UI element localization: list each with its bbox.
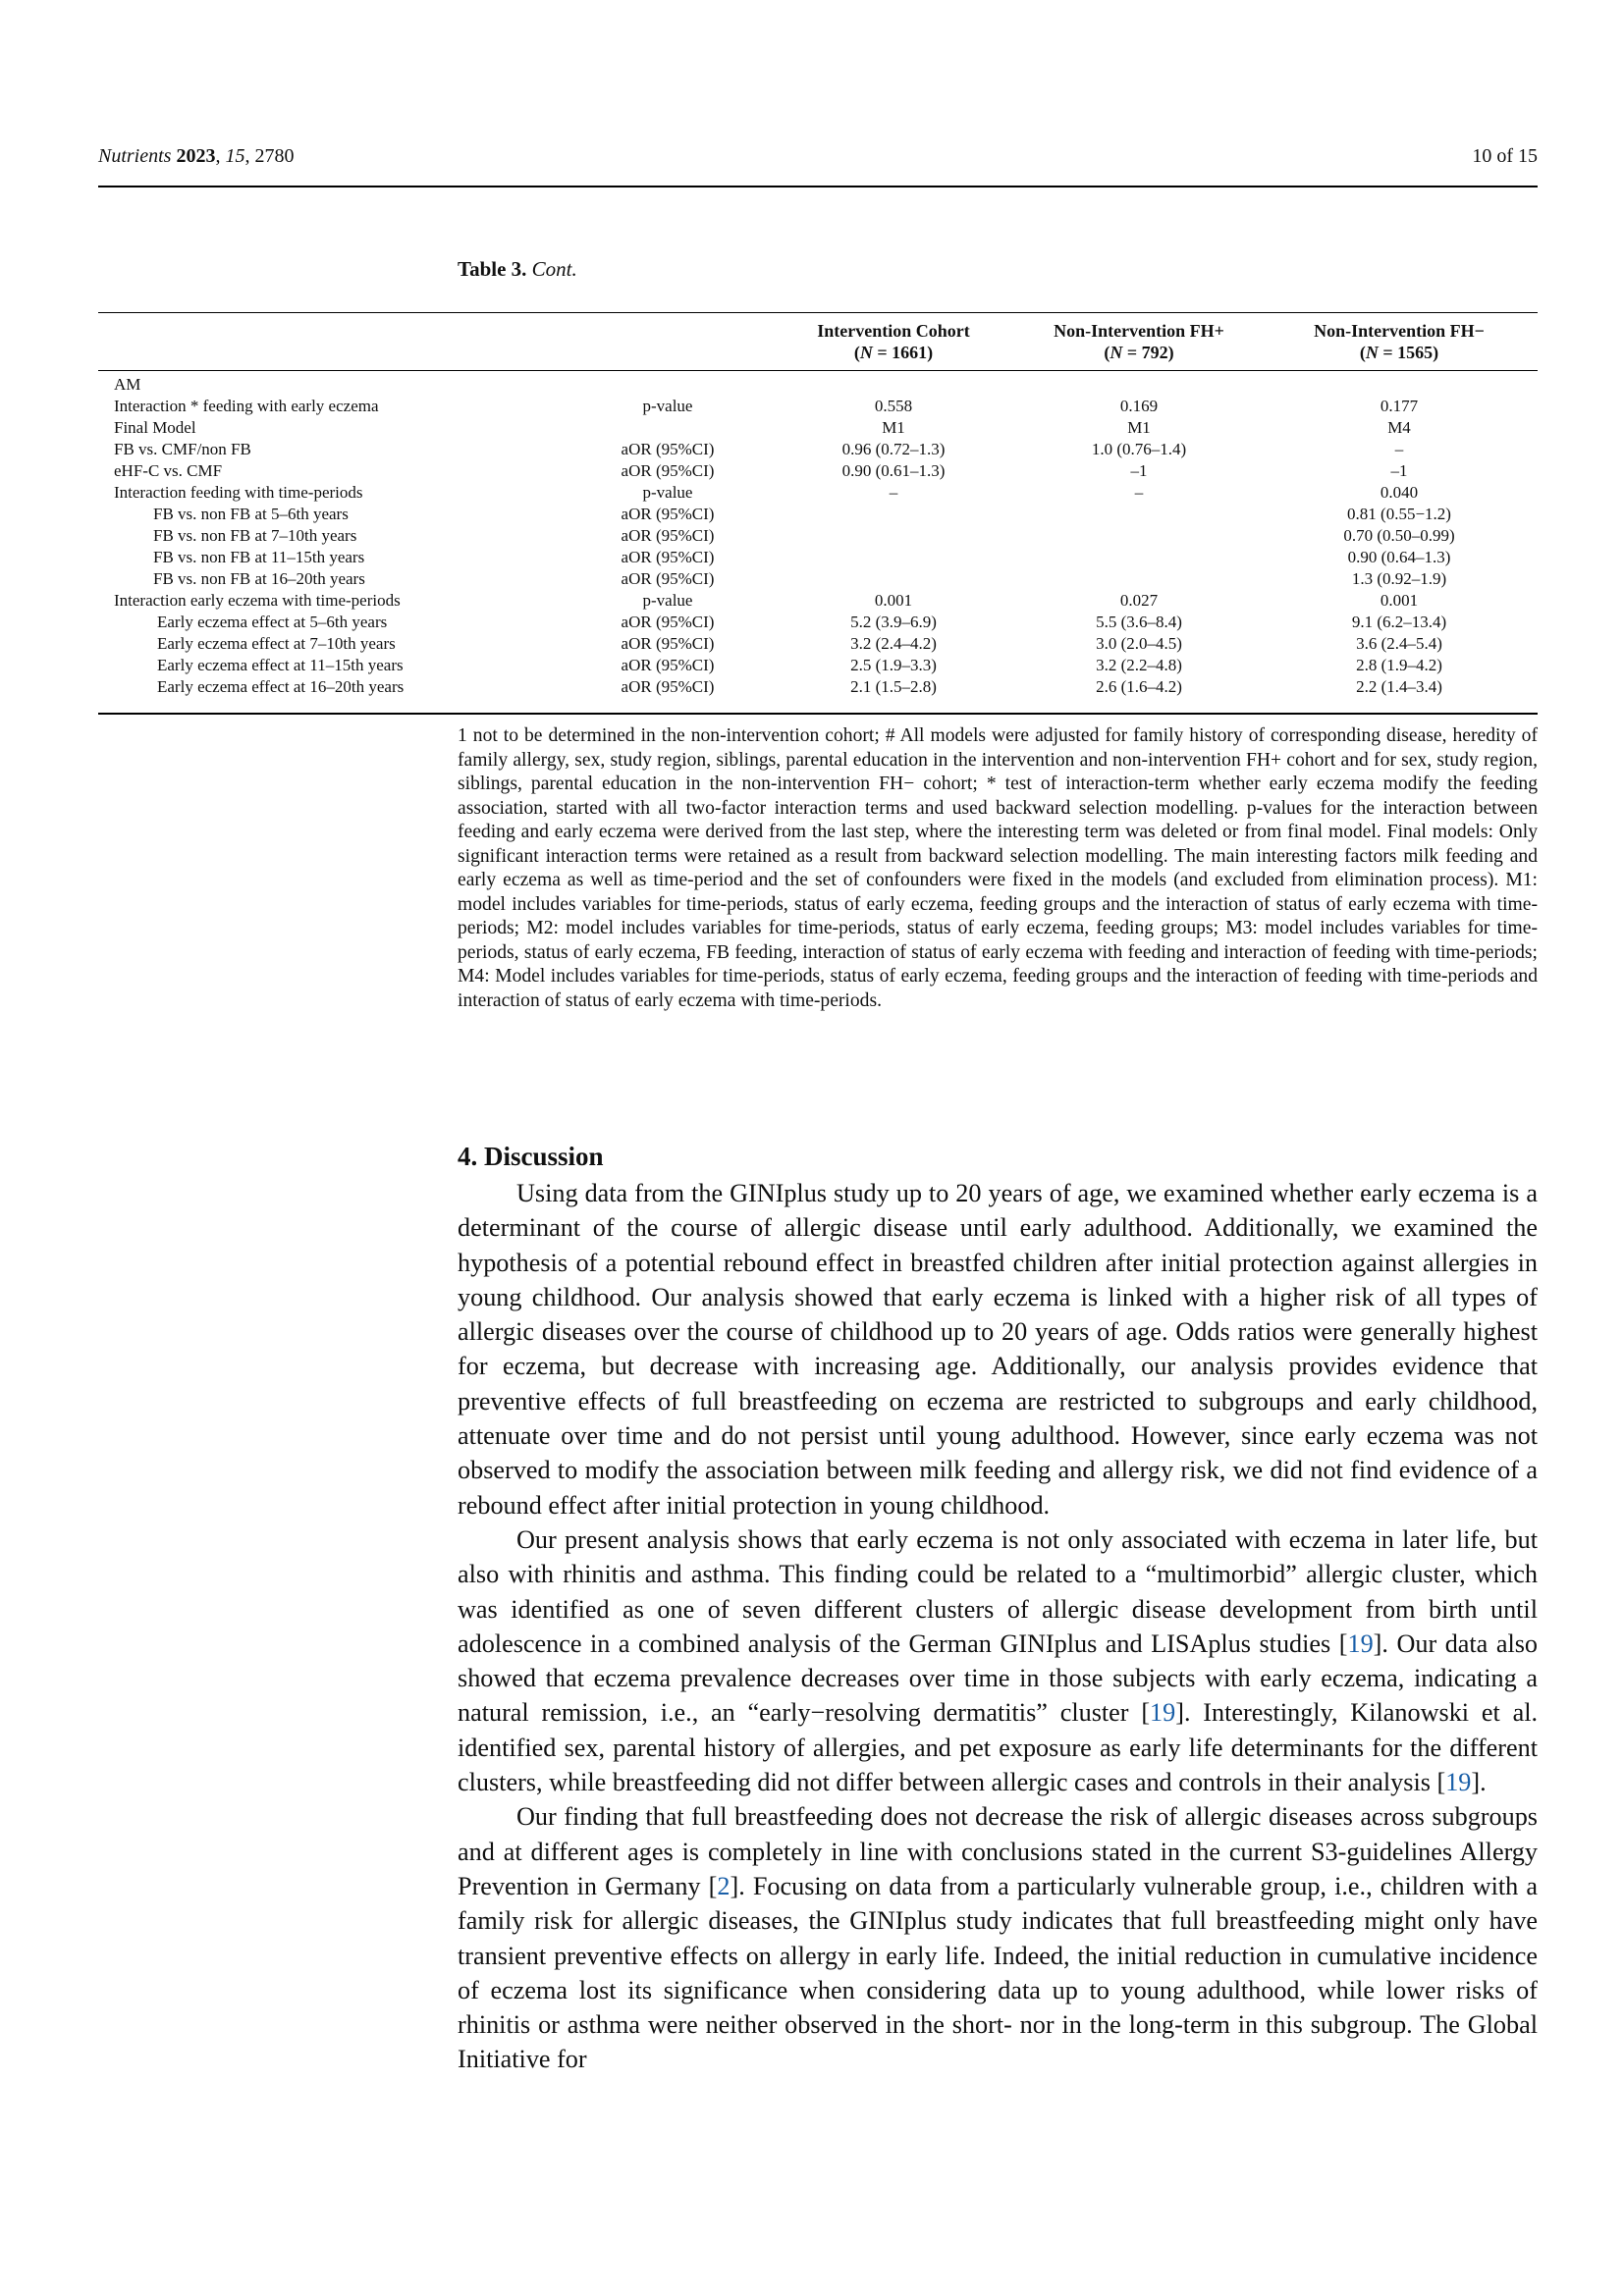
paragraph-3: Our finding that full breastfeeding does not decrease the risk of allergic diseases across subgroups and at different ages is completely in line with conclusions stated in the current S3-guidelines Allergy Prevention in Germany [2]. Focusing on data from a particularly vulnerable group, i.e., children with a family risk for allergic diseases, the GINIplus study indicates that full breastfeeding might only have transient preventive effects on allergy in early life. Indeed, the initial reduction in cumulative incidence of eczema lost its significance when considering data up to young adulthood, while lower risks of rhinitis or asthma were neither observed in the short- nor in the long-term in this subgroup. The Global Initiative for [458,1802,1538,2074]
value-intervention: 0.558 [874,397,913,415]
citation: Nutrients 2023, 15, 2780 [98,145,295,167]
value-intervention: 2.5 (1.9–3.3) [850,656,937,674]
value-fh-minus: 1.3 (0.92–1.9) [1351,569,1447,588]
row-label: FB vs. CMF/non FB [114,440,251,458]
value-fh-plus: M1 [1127,418,1151,437]
col-header-intervention: Intervention Cohort (N = 1661) [817,321,970,362]
value-fh-minus: 0.90 (0.64–1.3) [1347,548,1451,566]
stat-cell: p-value [642,397,693,415]
row-label: Early eczema effect at 5–6th years [157,613,388,631]
stat-cell: aOR (95%CI) [621,440,715,458]
table-row [98,525,1538,547]
row-label: Interaction early eczema with time-periods [114,591,401,610]
stat-cell: aOR (95%CI) [621,656,715,674]
value-intervention: M1 [882,418,905,437]
table-row [98,547,1538,568]
discussion-body [458,1176,1538,2077]
value-fh-minus: 0.177 [1380,397,1419,415]
value-intervention: 3.2 (2.4–4.2) [850,634,937,653]
stat-cell: aOR (95%CI) [621,548,715,566]
table-row [98,590,1538,612]
paragraph-2: Our present analysis shows that early eczema is not only associated with eczema in later life, but also with rhinitis and asthma. This finding could be related to a “multimorbid” allergic cluster, which was identified as one of seven different clusters of allergic disease development from birth until adolescence in a combined analysis of the German GINIplus and LISAplus studies [19]. Our data also showed that eczema prevalence decreases over time in those subjects with early eczema, indicating a natural remission, i.e., an “early−resolving dermatitis” cluster [19]. Interestingly, Kilanowski et al. identified sex, parental history of allergies, and pet exposure as early life determinants for the different clusters, while breastfeeding did not differ between allergic cases and controls in their analysis [19]. [458,1524,1539,1797]
ref-link-2[interactable]: 2 [717,1871,731,1900]
stat-cell: aOR (95%CI) [621,613,715,631]
stat-cell: aOR (95%CI) [621,526,715,545]
value-fh-plus: –1 [1130,461,1148,480]
stat-cell: aOR (95%CI) [621,634,715,653]
section-title: 4. Discussion [458,1142,604,1171]
table-row [98,417,1538,439]
row-label: Interaction feeding with time-periods [114,483,363,502]
page-number: 10 of 15 [1472,145,1538,167]
table-header-rule [98,370,1538,371]
table-row [98,676,1538,698]
row-label: Early eczema effect at 16–20th years [157,677,405,696]
value-fh-minus: 0.001 [1380,591,1419,610]
header-rule [98,186,1538,187]
value-fh-plus: 0.169 [1119,397,1159,415]
stat-cell: aOR (95%CI) [621,505,715,523]
table-row [98,439,1538,460]
value-intervention: 0.96 (0.72–1.3) [841,440,946,458]
ref-link-19[interactable]: 19 [1445,1768,1472,1797]
value-intervention: 5.2 (3.9–6.9) [850,613,937,631]
value-fh-minus: M4 [1387,418,1411,437]
paragraph-1: Using data from the GINIplus study up to 20 years of age, we examined whether early eczema is a determinant of the course of allergic disease until early adulthood. Additionally, we examined the hypothesis of a potential rebound effect in breastfed children after initial protection against allergies in young childhood. Our analysis showed that early eczema is linked with a higher risk of all types of allergic diseases over the course of childhood up to 20 years of age. Odds ratios were generally highest for eczema, but decrease with increasing age. Additionally, our analysis provides evidence that preventive effects of full breastfeeding on eczema are restricted to subgroups and early childhood, attenuate over time and do not persist until young adulthood. However, since early eczema was not observed to modify the association between milk feeding and allergy risk, we did not find evidence of a rebound effect after initial protection in young childhood. [458,1179,1538,1520]
value-fh-plus: 2.6 (1.6–4.2) [1096,677,1182,696]
stat-cell: aOR (95%CI) [621,569,715,588]
row-label: AM [114,375,141,394]
value-intervention: 0.001 [874,591,913,610]
table-top-rule [98,312,1538,313]
row-label: Final Model [114,418,196,437]
value-fh-plus: 5.5 (3.6–8.4) [1096,613,1182,631]
value-fh-plus: 3.2 (2.2–4.8) [1096,656,1182,674]
table-row [98,568,1538,590]
value-fh-plus: 3.0 (2.0–4.5) [1096,634,1182,653]
table-row [98,655,1538,676]
value-fh-minus: 3.6 (2.4–5.4) [1356,634,1442,653]
table-caption: Table 3. Cont. [458,257,577,281]
value-fh-minus: 2.2 (1.4–3.4) [1356,677,1442,696]
row-label: Early eczema effect at 11–15th years [157,656,404,674]
row-label: FB vs. non FB at 5–6th years [153,505,349,523]
table-row [98,612,1538,633]
value-fh-minus: – [1394,440,1404,458]
running-header [98,145,1538,168]
row-label: Early eczema effect at 7–10th years [157,634,396,653]
row-label: FB vs. non FB at 16–20th years [153,569,365,588]
table-row [98,374,1538,396]
row-label: FB vs. non FB at 11–15th years [153,548,365,566]
value-intervention: – [889,483,898,502]
value-intervention: 2.1 (1.5–2.8) [850,677,937,696]
table-row [98,633,1538,655]
ref-link-19[interactable]: 19 [1150,1698,1176,1728]
ref-link-19[interactable]: 19 [1347,1629,1374,1658]
row-label: FB vs. non FB at 7–10th years [153,526,357,545]
value-fh-minus: 0.81 (0.55−1.2) [1347,505,1451,523]
col-header-fh-minus: Non-Intervention FH− (N = 1565) [1314,321,1485,362]
table-row [98,460,1538,482]
row-label: eHF-C vs. CMF [114,461,223,480]
value-fh-plus: 0.027 [1119,591,1159,610]
stat-cell: p-value [642,591,693,610]
value-intervention: 0.90 (0.61–1.3) [841,461,946,480]
value-fh-minus: 9.1 (6.2–13.4) [1351,613,1447,631]
table-row [98,482,1538,504]
row-label: Interaction * feeding with early eczema [114,397,379,415]
table-footnote: 1 not to be determined in the non-intervention cohort; # All models were adjusted for family history of corresponding disease, heredity of family allergy, sex, study region, siblings, parental education in the intervention and non-intervention FH+ cohort and for sex, study region, siblings, parental education in the non-intervention FH− cohort; * test of interaction-term whether early eczema modify the feeding association, started with all two-factor interaction terms and used backward selection modelling. p-values for the interaction between feeding and early eczema were derived from the last step, where the interesting term was deleted or from final model. Final models: Only significant interaction terms were retained as a result from backward selection modelling. The main interesting factors milk feeding and early eczema as well as time-period and the set of confounders were fixed in the models (and excluded from elimination process). M1: model includes variables for time-periods, status of early eczema, feeding groups and the interaction of status of early eczema with time-periods; M2: model includes variables for time-periods, status of early eczema, feeding groups; M3: model includes variables for time-periods, status of early eczema, FB feeding, interaction of status of early eczema with feeding and interaction of feeding with time-periods; M4: Model includes variables for time-periods, status of early eczema, feeding groups and the interaction of feeding with time-periods and interaction of status of early eczema with time-periods. [458,725,1538,1011]
col-header-fh-plus: Non-Intervention FH+ (N = 792) [1054,321,1224,362]
table-bottom-rule [98,713,1538,715]
table-row [98,396,1538,417]
value-fh-minus: 0.70 (0.50–0.99) [1343,526,1455,545]
stat-cell: aOR (95%CI) [621,677,715,696]
stat-cell: p-value [642,483,693,502]
value-fh-minus: –1 [1390,461,1408,480]
value-fh-minus: 2.8 (1.9–4.2) [1356,656,1442,674]
table-row [98,504,1538,525]
stat-cell: aOR (95%CI) [621,461,715,480]
value-fh-plus: – [1134,483,1144,502]
value-fh-minus: 0.040 [1380,483,1419,502]
value-fh-plus: 1.0 (0.76–1.4) [1091,440,1187,458]
